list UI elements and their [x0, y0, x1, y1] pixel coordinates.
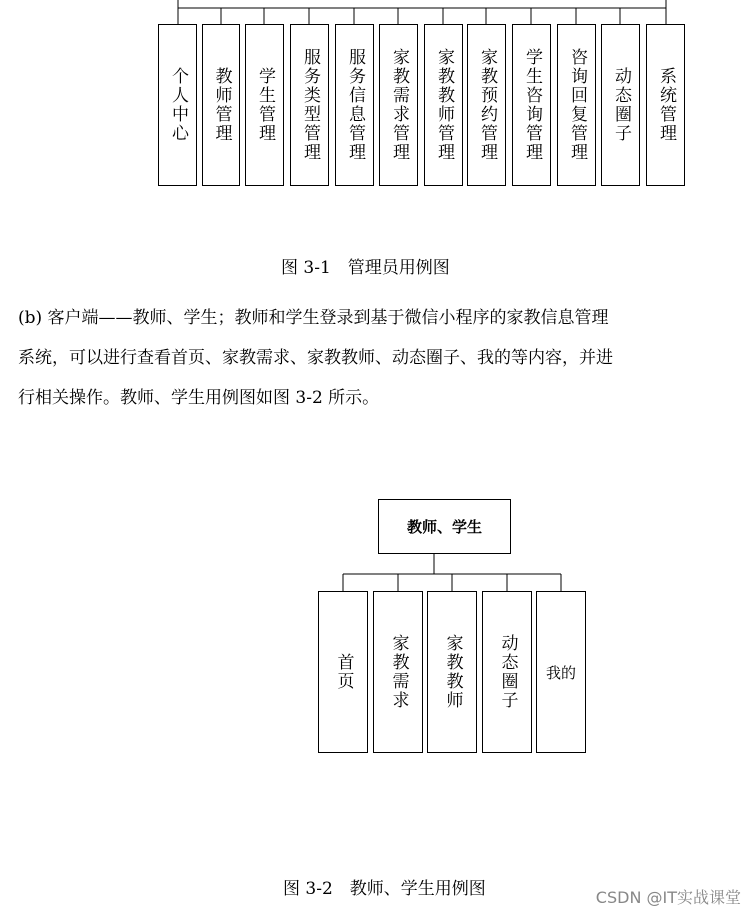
box-label: 服务信息管理: [345, 48, 365, 162]
box-label: 系统管理: [656, 67, 676, 143]
admin-usecase-box-service-info-management: [335, 24, 374, 186]
admin-usecase-box-teacher-management: [202, 24, 240, 186]
admin-usecase-box-consult-reply-management: [557, 24, 596, 186]
box-label: 个人中心: [168, 67, 188, 143]
box-label: 服务类型管理: [300, 48, 320, 162]
box-label: 家教需求: [388, 634, 409, 710]
admin-usecase-box-moments: [601, 24, 640, 186]
paragraph-line: (b) 客户端——教师、学生；教师和学生登录到基于微信小程序的家教信息管理: [18, 308, 609, 328]
box-label: 家教教师管理: [434, 48, 454, 162]
box-label: 动态圈子: [611, 67, 631, 143]
box-label: 首页: [333, 653, 354, 691]
client-usecase-box-moments: [482, 591, 532, 753]
figure-caption-3-1: 图 3-1 管理员用例图: [281, 258, 450, 278]
body-paragraph: [18, 298, 746, 418]
box-label: 学生咨询管理: [522, 48, 542, 162]
box-label: 家教预约管理: [477, 48, 497, 162]
admin-usecase-box-tutor-demand-management: [379, 24, 418, 186]
figure-caption-3-2: 图 3-2 教师、学生用例图: [283, 879, 486, 899]
box-label: 家教需求管理: [389, 48, 409, 162]
usecase-root-teacher-student: 教师、学生: [378, 499, 511, 554]
client-usecase-box-home: [318, 591, 368, 753]
client-usecase-box-tutor-demand: [373, 591, 423, 753]
paragraph-line: 系统，可以进行查看首页、家教需求、家教教师、动态圈子、我的等内容，并进: [18, 348, 613, 368]
admin-usecase-box-student-management: [245, 24, 284, 186]
box-label: 家教教师: [442, 634, 463, 710]
client-usecase-box-tutor-teacher: [427, 591, 477, 753]
admin-usecase-box-tutor-booking-management: [467, 24, 506, 186]
box-label: 学生管理: [255, 67, 275, 143]
client-usecase-box-mine: [536, 591, 586, 753]
admin-usecase-box-student-consult-management: [512, 24, 551, 186]
paragraph-line: 行相关操作。教师、学生用例图如图 3-2 所示。: [18, 388, 380, 408]
box-label: 教师管理: [211, 67, 232, 143]
admin-usecase-box-system-management: [646, 24, 685, 186]
csdn-watermark: CSDN @IT实战课堂: [595, 888, 741, 907]
box-label: 我的: [545, 663, 576, 682]
admin-usecase-box-personal-center: [158, 24, 197, 186]
box-label: 动态圈子: [497, 634, 518, 710]
box-label: 咨询回复管理: [567, 48, 587, 162]
admin-usecase-box-service-type-management: [290, 24, 329, 186]
admin-usecase-box-tutor-teacher-management: [424, 24, 463, 186]
